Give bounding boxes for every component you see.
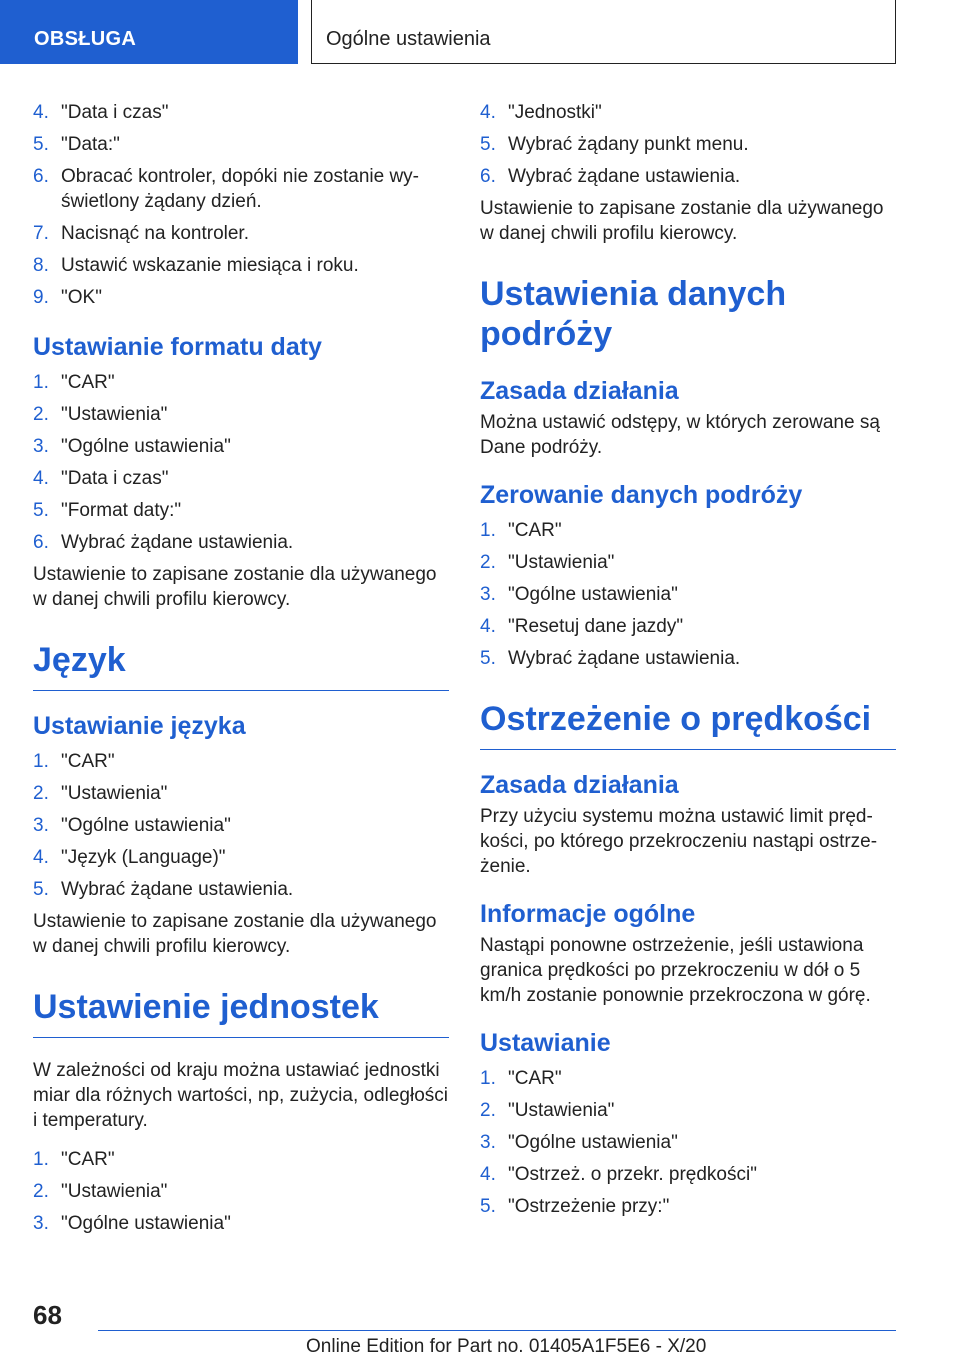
step-text: Wybrać żądane ustawienia. bbox=[61, 879, 294, 900]
step-number: 2. bbox=[33, 783, 49, 804]
speed-warning-heading: Ostrzeżenie o prędkości bbox=[480, 699, 896, 750]
step-number: 5. bbox=[480, 648, 496, 669]
speed-principle-text: Przy użyciu systemu można ustawić limit pręd‐kości, po którego przekroczeniu nastąpi ostrze‐żenie. bbox=[480, 806, 878, 877]
list-item bbox=[33, 749, 449, 774]
step-number: 3. bbox=[480, 584, 496, 605]
step-text: "Format daty:" bbox=[61, 500, 182, 521]
trip-principle-heading: Zasada działania bbox=[480, 377, 679, 405]
list-item bbox=[33, 781, 449, 806]
step-number: 6. bbox=[33, 532, 49, 553]
step-text: "Ustawienia" bbox=[508, 1100, 615, 1121]
step-number: 4. bbox=[33, 468, 49, 489]
list-item bbox=[480, 132, 896, 157]
step-number: 9. bbox=[33, 287, 49, 308]
language-steps bbox=[33, 749, 449, 902]
trip-heading: Ustawienia danych podróży bbox=[480, 275, 787, 353]
step-number: 1. bbox=[480, 1068, 496, 1089]
list-item bbox=[33, 498, 449, 523]
step-text: "Ogólne ustawienia" bbox=[508, 584, 678, 605]
trip-principle-text: Można ustawić odstępy, w których zerowane są Dane podróży. bbox=[480, 412, 880, 458]
step-text: "CAR" bbox=[61, 1149, 115, 1170]
step-text: "OK" bbox=[61, 287, 102, 308]
trip-reset-steps bbox=[480, 518, 896, 671]
speed-setting-steps bbox=[480, 1066, 896, 1219]
list-item bbox=[480, 164, 896, 189]
list-item bbox=[33, 877, 449, 902]
step-text: Obracać kontroler, dopóki nie zostanie wy‐świetlony żądany dzień. bbox=[61, 166, 420, 212]
language-note: Ustawienie to zapisane zostanie dla używanego w danej chwili profilu kierowcy. bbox=[33, 911, 437, 957]
list-item bbox=[480, 1194, 896, 1219]
step-text: "Jednostki" bbox=[508, 102, 602, 123]
step-number: 7. bbox=[33, 223, 49, 244]
list-item bbox=[33, 466, 449, 491]
language-heading: Język bbox=[33, 640, 449, 691]
step-text: "Ogólne ustawienia" bbox=[61, 815, 231, 836]
list-item bbox=[480, 550, 896, 575]
units-heading: Ustawienie jednostek bbox=[33, 987, 449, 1038]
list-item bbox=[33, 285, 449, 310]
step-text: "CAR" bbox=[508, 1068, 562, 1089]
step-text: Wybrać żądane ustawienia. bbox=[508, 648, 741, 669]
step-number: 5. bbox=[33, 879, 49, 900]
step-number: 1. bbox=[480, 520, 496, 541]
step-text: Wybrać żądane ustawienia. bbox=[61, 532, 294, 553]
speed-setting-heading: Ustawianie bbox=[480, 1029, 611, 1057]
list-item bbox=[480, 582, 896, 607]
list-item bbox=[33, 530, 449, 555]
left-column bbox=[33, 100, 449, 1243]
right-column bbox=[480, 100, 896, 1226]
step-number: 5. bbox=[33, 500, 49, 521]
step-number: 3. bbox=[33, 1213, 49, 1234]
list-item bbox=[33, 100, 449, 125]
footer-divider bbox=[98, 1330, 896, 1331]
chapter-title: Ogólne ustawienia bbox=[311, 0, 896, 64]
step-text: "Ustawienia" bbox=[61, 404, 168, 425]
step-text: "Język (Language)" bbox=[61, 847, 226, 868]
list-item bbox=[480, 1098, 896, 1123]
list-item bbox=[480, 100, 896, 125]
list-item bbox=[33, 1179, 449, 1204]
date-format-heading: Ustawianie formatu daty bbox=[33, 333, 322, 361]
list-item bbox=[33, 1211, 449, 1236]
list-item bbox=[33, 434, 449, 459]
date-format-note: Ustawienie to zapisane zostanie dla używanego w danej chwili profilu kierowcy. bbox=[33, 564, 437, 610]
step-number: 2. bbox=[33, 1181, 49, 1202]
list-item bbox=[33, 221, 449, 246]
step-text: "Ustawienia" bbox=[508, 552, 615, 573]
step-text: "Ustawienia" bbox=[61, 1181, 168, 1202]
units-note: Ustawienie to zapisane zostanie dla używanego w danej chwili profilu kierowcy. bbox=[480, 198, 884, 244]
list-item bbox=[480, 518, 896, 543]
step-number: 3. bbox=[33, 815, 49, 836]
step-text: "Resetuj dane jazdy" bbox=[508, 616, 684, 637]
step-text: "Data i czas" bbox=[61, 102, 169, 123]
date-time-steps bbox=[33, 100, 449, 310]
list-item bbox=[480, 646, 896, 671]
step-text: "Ogólne ustawienia" bbox=[61, 1213, 231, 1234]
list-item bbox=[33, 370, 449, 395]
list-item bbox=[480, 1162, 896, 1187]
list-item bbox=[33, 253, 449, 278]
step-text: "Ogólne ustawienia" bbox=[61, 436, 231, 457]
list-item bbox=[33, 402, 449, 427]
step-number: 3. bbox=[480, 1132, 496, 1153]
step-number: 5. bbox=[480, 134, 496, 155]
units-steps bbox=[33, 1147, 449, 1236]
speed-principle-heading: Zasada działania bbox=[480, 771, 679, 799]
step-text: Nacisnąć na kontroler. bbox=[61, 223, 249, 244]
list-item bbox=[33, 164, 449, 214]
units-steps-continued bbox=[480, 100, 896, 189]
step-text: "CAR" bbox=[508, 520, 562, 541]
step-number: 4. bbox=[480, 102, 496, 123]
step-number: 4. bbox=[33, 102, 49, 123]
list-item bbox=[33, 132, 449, 157]
footer-edition: Online Edition for Part no. 01405A1F5E6 - X/20 bbox=[306, 1336, 707, 1357]
units-intro: W zależności od kraju można ustawiać jednostki miar dla różnych wartości, np, zużycia, odległości i temperatury. bbox=[33, 1060, 449, 1131]
step-text: "CAR" bbox=[61, 751, 115, 772]
step-number: 1. bbox=[33, 372, 49, 393]
list-item bbox=[480, 1130, 896, 1155]
step-text: "Data i czas" bbox=[61, 468, 169, 489]
list-item bbox=[480, 1066, 896, 1091]
list-item bbox=[480, 614, 896, 639]
section-tab: OBSŁUGA bbox=[0, 0, 298, 64]
step-text: Ustawić wskazanie miesiąca i roku. bbox=[61, 255, 359, 276]
step-number: 5. bbox=[480, 1196, 496, 1217]
step-number: 6. bbox=[480, 166, 496, 187]
page-number: 68 bbox=[33, 1300, 62, 1330]
step-text: "CAR" bbox=[61, 372, 115, 393]
step-number: 4. bbox=[480, 1164, 496, 1185]
step-number: 2. bbox=[480, 552, 496, 573]
step-number: 1. bbox=[33, 751, 49, 772]
step-number: 2. bbox=[480, 1100, 496, 1121]
speed-info-heading: Informacje ogólne bbox=[480, 900, 696, 928]
step-text: Wybrać żądane ustawienia. bbox=[508, 166, 741, 187]
step-text: "Ostrzeżenie przy:" bbox=[508, 1196, 670, 1217]
step-number: 5. bbox=[33, 134, 49, 155]
step-number: 8. bbox=[33, 255, 49, 276]
date-format-steps bbox=[33, 370, 449, 555]
step-number: 4. bbox=[480, 616, 496, 637]
language-subheading: Ustawianie języka bbox=[33, 712, 246, 740]
step-text: Wybrać żądany punkt menu. bbox=[508, 134, 749, 155]
list-item bbox=[33, 845, 449, 870]
trip-reset-heading: Zerowanie danych podróży bbox=[480, 481, 803, 509]
step-text: "Ustawienia" bbox=[61, 783, 168, 804]
step-number: 2. bbox=[33, 404, 49, 425]
step-text: "Data:" bbox=[61, 134, 120, 155]
list-item bbox=[33, 1147, 449, 1172]
step-number: 1. bbox=[33, 1149, 49, 1170]
step-text: "Ostrzeż. o przekr. prędkości" bbox=[508, 1164, 757, 1185]
list-item bbox=[33, 813, 449, 838]
step-number: 4. bbox=[33, 847, 49, 868]
step-number: 6. bbox=[33, 166, 49, 187]
step-text: "Ogólne ustawienia" bbox=[508, 1132, 678, 1153]
speed-info-text: Nastąpi ponowne ostrzeżenie, jeśli ustawiona granica prędkości po przekroczeniu w dół o 5 km/h zostanie ponownie przekroczona w górę. bbox=[480, 935, 871, 1006]
step-number: 3. bbox=[33, 436, 49, 457]
